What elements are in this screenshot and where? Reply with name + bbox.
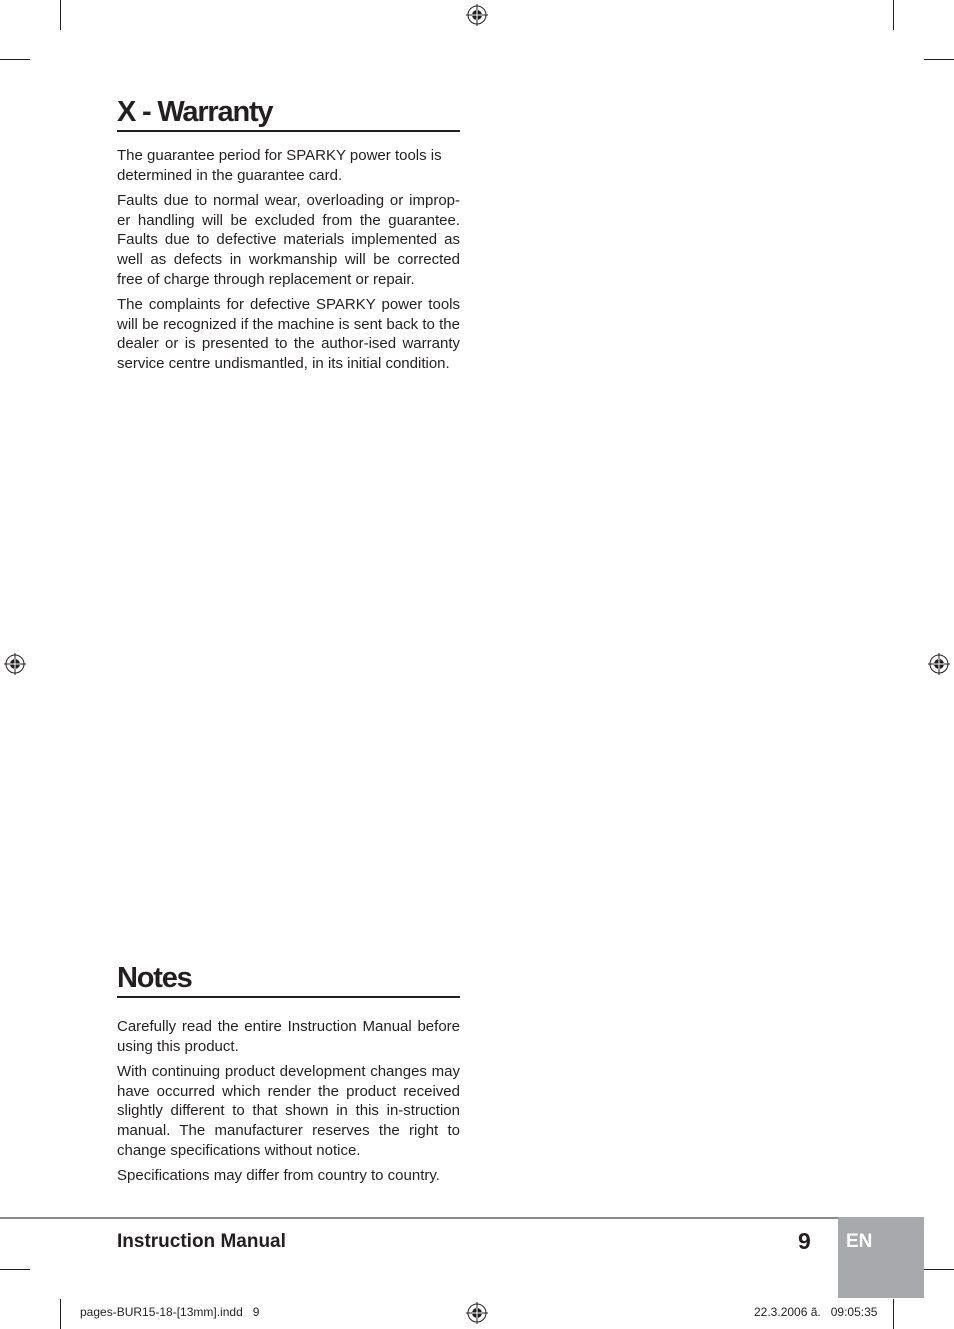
registration-mark-icon bbox=[4, 653, 26, 675]
crop-mark bbox=[0, 59, 30, 60]
crop-mark bbox=[60, 0, 61, 30]
warranty-heading: X - Warranty bbox=[117, 95, 460, 132]
crop-mark bbox=[893, 1299, 894, 1329]
notes-paragraph: With continuing product development changes may have occurred which render the product received slightly different to that shown in this in-struction manual. The manufacturer reserves the right to change specifications without notice. bbox=[117, 1063, 460, 1159]
registration-mark-icon bbox=[928, 653, 950, 675]
footer-rule bbox=[0, 1217, 838, 1219]
warranty-paragraph: Faults due to normal wear, overloading or improp-er handling will be excluded from the guarantee. Faults due to defective materials implemented as well as defects in workmanship will be corrected free of charge through replacement or repair. bbox=[117, 192, 460, 288]
page-number: 9 bbox=[798, 1228, 811, 1254]
crop-mark bbox=[0, 1269, 30, 1270]
crop-mark bbox=[893, 0, 894, 30]
crop-mark bbox=[924, 59, 954, 60]
slug-timestamp: 22.3.2006 ã. 09:05:35 bbox=[754, 1305, 878, 1319]
notes-paragraph: Specifications may differ from country to country. bbox=[117, 1167, 440, 1185]
registration-mark-icon bbox=[466, 4, 488, 26]
crop-mark bbox=[924, 1269, 954, 1270]
warranty-body bbox=[117, 146, 460, 380]
crop-mark bbox=[60, 1299, 61, 1329]
notes-body bbox=[117, 1017, 460, 1192]
language-label: EN bbox=[846, 1231, 873, 1252]
registration-mark-icon bbox=[466, 1302, 488, 1324]
notes-paragraph: Carefully read the entire Instruction Manual before using this product. bbox=[117, 1018, 460, 1055]
slug-filename: pages-BUR15-18-[13mm].indd 9 bbox=[80, 1305, 260, 1319]
language-tab bbox=[838, 1217, 924, 1298]
notes-heading: Notes bbox=[117, 961, 460, 998]
warranty-paragraph: The guarantee period for SPARKY power tools is determined in the guarantee card. bbox=[117, 147, 442, 184]
warranty-paragraph: The complaints for defective SPARKY power tools will be recognized if the machine is sent back to the dealer or is presented to the author-ised warranty service centre undismantled, in its initial condition. bbox=[117, 296, 460, 372]
footer-title: Instruction Manual bbox=[117, 1231, 286, 1252]
